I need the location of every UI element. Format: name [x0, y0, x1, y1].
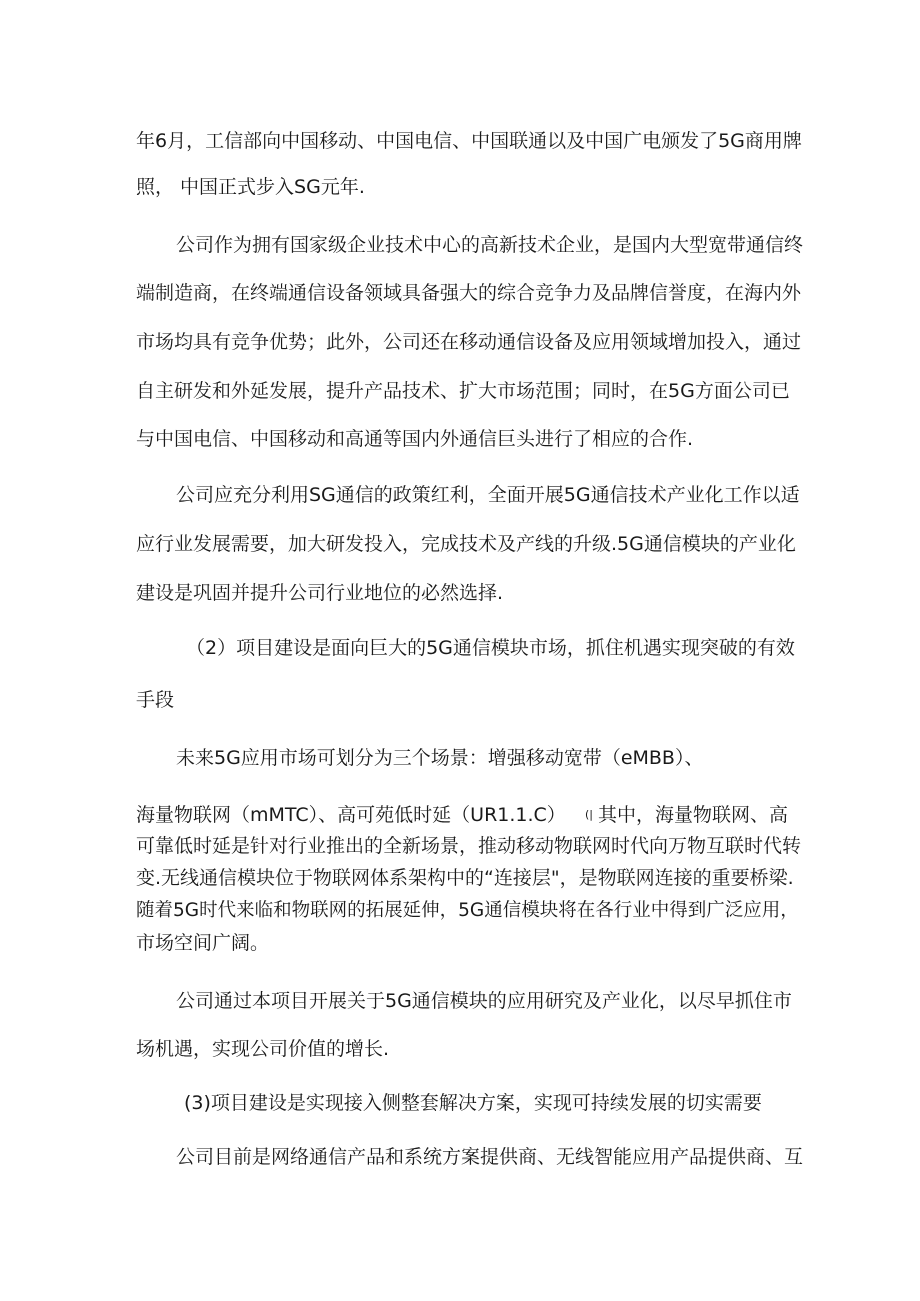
text-line-3: 公司作为拥有国家级企业技术中心的高新技术企业，是国内大型宽带通信终	[176, 234, 804, 256]
text-fragment-artifact: (|	[585, 808, 593, 821]
text-line-10: 建设是巩固并提升公司行业地位的必然选择.	[136, 582, 504, 604]
text-line-11: （2）项目建设是面向巨大的5G通信模块市场，抓住机遇实现突破的有效	[186, 637, 795, 659]
text-line-1: 年6月，工信部向中国移动、中国电信、中国联通以及中国广电颁发了5G商用牌	[136, 130, 802, 152]
text-line-5: 市场均具有竞争优势；此外，公司还在移动通信设备及应用领域增加投入，通过	[136, 331, 802, 353]
text-line-15: 可靠低时延是针对行业推出的全新场景，推动移动物联网时代向万物互联时代转	[136, 835, 802, 857]
text-line-21: (3)项目建设是实现接入侧整套解决方案，实现可持续发展的切实需要	[184, 1092, 762, 1114]
text-line-6: 自主研发和外延发展，提升产品技术、扩大市场范围；同时，在5G方面公司已	[136, 380, 790, 402]
text-line-2: 照， 中国正式步入SG元年.	[136, 176, 365, 198]
text-line-14b: 其中，海量物联网、高	[598, 804, 789, 826]
text-line-8: 公司应充分利用SG通信的政策红利，全面开展5G通信技术产业化工作以适	[176, 484, 800, 506]
text-line-16: 变.无线通信模块位于物联网体系架构中的“连接层"，是物联网连接的重要桥梁.	[136, 867, 794, 889]
text-line-19: 公司通过本项目开展关于5G通信模块的应用研究及产业化，以尽早抓住市	[176, 990, 792, 1012]
text-line-4: 端制造商，在终端通信设备领域具备强大的综合竞争力及品牌信誉度，在海内外	[136, 282, 802, 304]
text-line-20: 场机遇，实现公司价值的增长.	[136, 1038, 390, 1060]
text-line-13: 未来5G应用市场可划分为三个场景：增强移动宽带（eMBB）、	[176, 747, 704, 769]
text-line-7: 与中国电信、中国移动和高通等国内外通信巨头进行了相应的合作.	[136, 428, 694, 450]
text-line-12: 手段	[136, 689, 175, 711]
text-line-22: 公司目前是网络通信产品和系统方案提供商、无线智能应用产品提供商、互	[176, 1146, 804, 1168]
text-line-9: 应行业发展需要，加大研发投入，完成技术及产线的升级.5G通信模块的产业化	[136, 533, 796, 555]
text-line-14: 海量物联网（mMTC）、高可苑低时延（UR1.1.C）	[136, 804, 566, 826]
text-line-18: 市场空间广阔。	[136, 932, 270, 954]
text-line-17: 随着5G时代来临和物联网的拓展延伸，5G通信模块将在各行业中得到广泛应用，	[136, 900, 799, 921]
